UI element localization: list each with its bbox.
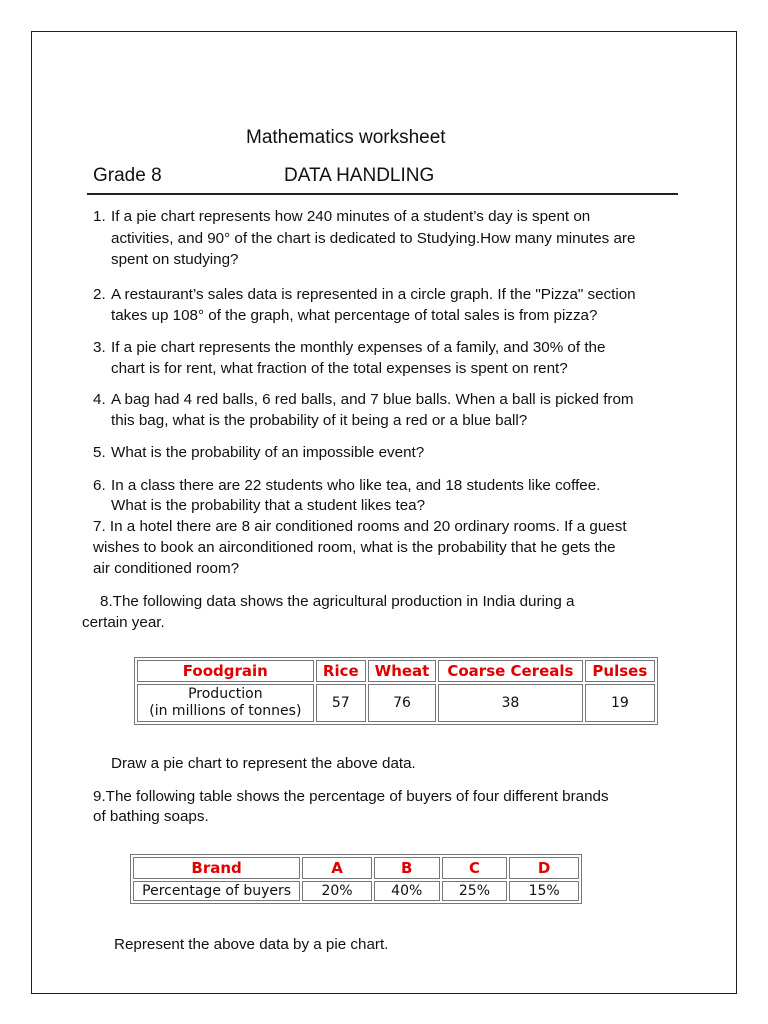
table1-value-wheat: 76 <box>368 684 436 722</box>
table1-header-wheat: Wheat <box>368 660 436 682</box>
question-4-line-1: 4. A bag had 4 red balls, 6 red balls, and 7 blue balls. When a ball is picked from <box>93 391 634 408</box>
question-9-line-2: of bathing soaps. <box>93 808 209 825</box>
question-1-line-2: activities, and 90° of the chart is dedicated to Studying.How many minutes are <box>111 230 636 247</box>
table1-value-rice: 57 <box>316 684 366 722</box>
table1-value-coarse-cereals: 38 <box>438 684 583 722</box>
table2-header-b: B <box>374 857 440 879</box>
foodgrain-table <box>134 657 658 725</box>
question-5-number: 5. <box>93 444 106 461</box>
header-divider <box>87 193 678 195</box>
question-3-line-1: 3. If a pie chart represents the monthly expenses of a family, and 30% of the <box>93 339 606 356</box>
table2-row-label: Percentage of buyers <box>133 881 300 901</box>
question-8-line-1: 8.The following data shows the agricultural production in India during a <box>100 593 575 610</box>
question-1-number: 1. <box>93 208 106 225</box>
instruction-1: Draw a pie chart to represent the above data. <box>111 755 416 772</box>
grade-label: Grade 8 <box>93 165 162 186</box>
question-4-number: 4. <box>93 391 106 408</box>
table2-header-c: C <box>442 857 508 879</box>
table1-header-foodgrain: Foodgrain <box>137 660 314 682</box>
question-6-line-2: What is the probability that a student likes tea? <box>111 497 426 514</box>
table2-value-b: 40% <box>374 881 440 901</box>
table2-header-brand: Brand <box>133 857 300 879</box>
question-5-line-1: 5. What is the probability of an impossible event? <box>93 444 425 461</box>
question-8-line-2: certain year. <box>82 614 165 631</box>
question-9-line-1: 9.The following table shows the percentage of buyers of four different brands <box>93 788 609 805</box>
table2-header-d: D <box>509 857 579 879</box>
table1-header-coarse-cereals: Coarse Cereals <box>438 660 583 682</box>
table2-value-d: 15% <box>509 881 579 901</box>
table2-value-c: 25% <box>442 881 508 901</box>
table2-header-a: A <box>302 857 372 879</box>
question-3-line-2: chart is for rent, what fraction of the total expenses is spent on rent? <box>111 360 568 377</box>
table1-row-label: Production (in millions of tonnes) <box>137 684 314 722</box>
question-7-line-2: wishes to book an airconditioned room, what is the probability that he gets the <box>93 539 616 556</box>
table1-header-pulses: Pulses <box>585 660 655 682</box>
question-4-line-2: this bag, what is the probability of it being a red or a blue ball? <box>111 412 528 429</box>
question-1-line-1: 1. If a pie chart represents how 240 minutes of a student’s day is spent on <box>93 208 591 225</box>
question-1-line-3: spent on studying? <box>111 251 239 268</box>
question-2-number: 2. <box>93 286 106 303</box>
instruction-2: Represent the above data by a pie chart. <box>114 936 389 953</box>
question-6-number: 6. <box>93 477 106 494</box>
soap-brand-table <box>130 854 582 904</box>
question-2-line-1: 2. A restaurant’s sales data is represented in a circle graph. If the "Pizza" section <box>93 286 636 303</box>
table2-value-a: 20% <box>302 881 372 901</box>
question-7-line-1: 7. In a hotel there are 8 air conditioned rooms and 20 ordinary rooms. If a guest <box>93 518 627 535</box>
worksheet-title: Mathematics worksheet <box>246 127 446 148</box>
question-3-number: 3. <box>93 339 106 356</box>
question-6-line-1: 6. In a class there are 22 students who like tea, and 18 students like coffee. <box>93 477 601 494</box>
question-7-line-3: air conditioned room? <box>93 560 240 577</box>
table1-value-pulses: 19 <box>585 684 655 722</box>
topic-label: DATA HANDLING <box>284 165 435 186</box>
question-2-line-2: takes up 108° of the graph, what percentage of total sales is from pizza? <box>111 307 598 324</box>
table1-header-rice: Rice <box>316 660 366 682</box>
